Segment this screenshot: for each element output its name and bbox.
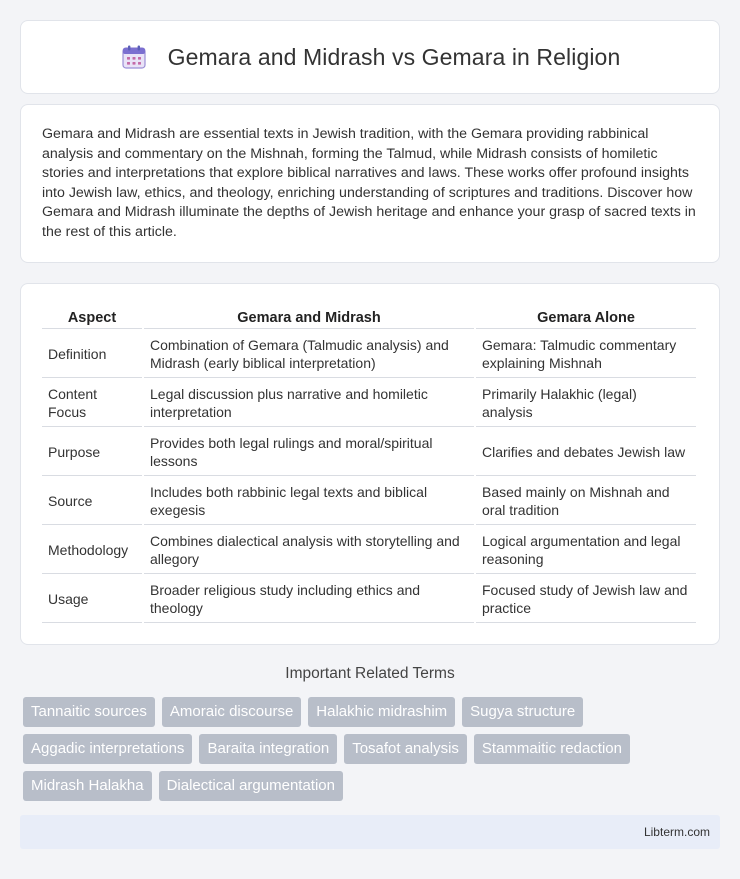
row-aspect: Purpose: [42, 429, 142, 476]
row-gemara-midrash: Combination of Gemara (Talmudic analysis) and Midrash (early biblical interpretation): [144, 331, 474, 378]
related-terms-tags: [23, 697, 723, 801]
tag-tannaitic-sources[interactable]: Tannaitic sources: [23, 697, 155, 727]
table-row: [42, 527, 696, 574]
table-header-row: [42, 304, 696, 329]
tag-dialectical-argumentation[interactable]: Dialectical argumentation: [159, 771, 343, 801]
row-gemara-alone: Gemara: Talmudic commentary explaining Mishnah: [476, 331, 696, 378]
tag-stammaitic-redaction[interactable]: Stammaitic redaction: [474, 734, 630, 764]
table-row: [42, 478, 696, 525]
table-row: [42, 331, 696, 378]
title-wrap: [120, 43, 621, 71]
row-gemara-alone: Logical argumentation and legal reasoning: [476, 527, 696, 574]
comparison-table-card: [20, 283, 720, 645]
row-gemara-alone: Clarifies and debates Jewish law: [476, 429, 696, 476]
comparison-table: [40, 302, 698, 625]
row-aspect: Methodology: [42, 527, 142, 574]
calendar-icon: [120, 43, 148, 71]
row-aspect: Usage: [42, 576, 142, 623]
tag-halakhic-midrashim[interactable]: Halakhic midrashim: [308, 697, 455, 727]
header-aspect: Aspect: [42, 304, 142, 329]
tag-sugya-structure[interactable]: Sugya structure: [462, 697, 583, 727]
row-aspect: Source: [42, 478, 142, 525]
footer-brand[interactable]: Libterm.com: [643, 825, 710, 839]
row-gemara-midrash: Legal discussion plus narrative and homiletic interpretation: [144, 380, 474, 427]
related-terms-title: Important Related Terms: [285, 665, 455, 682]
header-gemara-midrash: Gemara and Midrash: [144, 304, 474, 329]
row-gemara-midrash: Broader religious study including ethics and theology: [144, 576, 474, 623]
table-row: [42, 380, 696, 427]
table-row: [42, 429, 696, 476]
header-card: [20, 20, 720, 94]
row-aspect: Content Focus: [42, 380, 142, 427]
row-gemara-midrash: Combines dialectical analysis with storytelling and allegory: [144, 527, 474, 574]
intro-text: Gemara and Midrash are essential texts in Jewish tradition, with the Gemara providing rabbinical analysis and commentary on the Mishnah, forming the Talmud, while Midrash consists of homiletic stories and interpretations that explore biblical narratives and laws. These works offer profound insights into Jewish law, ethics, and theology, enriching understanding of scriptures and traditions. Discover how Gemara and Midrash illuminate the depths of Jewish heritage and enhance your grasp of sacred texts in the rest of this article.: [42, 126, 696, 240]
footer: [20, 815, 720, 849]
header-gemara-alone: Gemara Alone: [476, 304, 696, 329]
row-gemara-midrash: Includes both rabbinic legal texts and biblical exegesis: [144, 478, 474, 525]
row-gemara-alone: Focused study of Jewish law and practice: [476, 576, 696, 623]
intro-card: [20, 104, 720, 263]
tag-midrash-halakha[interactable]: Midrash Halakha: [23, 771, 152, 801]
page-title: Gemara and Midrash vs Gemara in Religion: [167, 43, 621, 70]
row-gemara-midrash: Provides both legal rulings and moral/spiritual lessons: [144, 429, 474, 476]
row-gemara-alone: Primarily Halakhic (legal) analysis: [476, 380, 696, 427]
tag-aggadic-interpretations[interactable]: Aggadic interpretations: [23, 734, 192, 764]
tag-baraita-integration[interactable]: Baraita integration: [199, 734, 337, 764]
table-row: [42, 576, 696, 623]
row-aspect: Definition: [42, 331, 142, 378]
row-gemara-alone: Based mainly on Mishnah and oral tradition: [476, 478, 696, 525]
tag-tosafot-analysis[interactable]: Tosafot analysis: [344, 734, 467, 764]
tag-amoraic-discourse[interactable]: Amoraic discourse: [162, 697, 301, 727]
